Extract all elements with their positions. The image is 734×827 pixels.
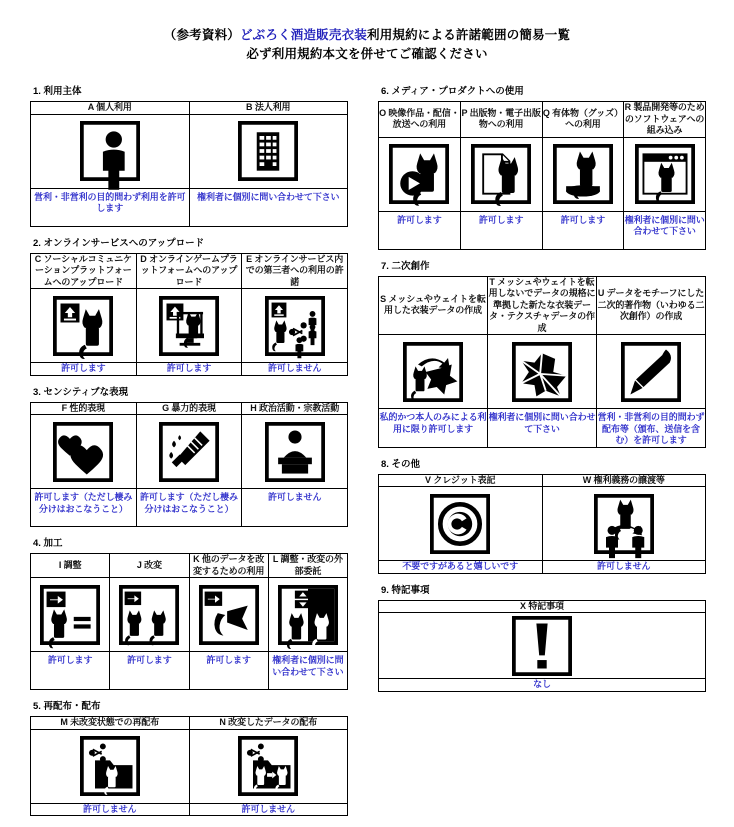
- pictogram-cell-q: [542, 137, 624, 211]
- column-header-f: F 性的表現: [31, 402, 137, 415]
- arrow-cat-equal-icon: [31, 578, 109, 651]
- section-6: [378, 86, 706, 250]
- pictogram-cell-c: [31, 289, 137, 363]
- pictogram-cell-w: [542, 487, 706, 561]
- title-line-1: [0, 26, 734, 45]
- arrow-cat-other-icon: [190, 578, 268, 651]
- table-header-row: [379, 276, 706, 335]
- cat-reuse-mesh-icon: [379, 335, 487, 408]
- pictogram-cell-e: [242, 289, 348, 363]
- table-pictogram-row: [31, 114, 348, 188]
- permission-table: [30, 101, 348, 227]
- upload-cat-icon: [31, 289, 136, 362]
- section-2: [30, 238, 348, 376]
- column-header-b: B 法人利用: [189, 102, 348, 115]
- permission-cell-d: 許可します: [136, 363, 242, 376]
- permission-table: [378, 101, 706, 250]
- permission-cell-n: 許可しません: [189, 803, 348, 816]
- pictogram-cell-g: [136, 415, 242, 489]
- upload-monitor-cat-icon: [137, 289, 242, 362]
- column-header-m: M 未改変状態での再配布: [31, 717, 190, 730]
- pictogram-cell-n: [189, 729, 348, 803]
- right-column: [378, 86, 706, 703]
- section-5: [30, 701, 348, 816]
- permission-table: [378, 276, 706, 448]
- permission-cell-c: 許可します: [31, 363, 137, 376]
- column-header-x: X 特記事項: [379, 600, 706, 613]
- section-heading: 1. 利用主体: [33, 86, 82, 97]
- table-permission-row: [379, 679, 706, 692]
- pictogram-cell-p: [460, 137, 542, 211]
- column-header-p: P 出版物・電子出版物への利用: [460, 102, 542, 138]
- table-permission-row: [379, 409, 706, 448]
- share-cat-people-icon: [242, 289, 347, 362]
- table-pictogram-row: [31, 289, 348, 363]
- column-header-t: T メッシュやウェイトを転用しないでデータの規格に準拠した新たな衣装データ・テクスチャデータの作成: [488, 276, 596, 333]
- pictogram-cell-j: [110, 578, 189, 652]
- permission-cell-q: 許可します: [542, 211, 624, 249]
- column-header-w: W 権利義務の譲渡等: [542, 474, 706, 487]
- permission-table: [30, 716, 348, 816]
- window-cat-icon: [624, 138, 705, 211]
- column-header-k: K 他のデータを改変するための利用: [189, 554, 268, 578]
- table-pictogram-row: [379, 137, 706, 211]
- column-header-d: D オンラインゲームプラットフォームへのアップロード: [136, 253, 242, 289]
- permission-cell-h: 許可しません: [242, 489, 348, 527]
- section-heading: 7. 二次創作: [381, 260, 430, 272]
- table-permission-row: [31, 803, 348, 816]
- permission-table: [378, 600, 706, 692]
- column-header-l: L 調整・改変の外部委託: [268, 554, 347, 578]
- pictogram-cell-l: [268, 578, 347, 652]
- person-icon: [31, 115, 189, 188]
- column-header-j: J 改変: [110, 554, 189, 578]
- section-heading: 5. 再配布・配布: [33, 701, 101, 712]
- exclamation-icon: [379, 613, 705, 678]
- section-7: [378, 261, 706, 448]
- column-header-i: I 調整: [31, 554, 110, 578]
- permission-cell-x: なし: [379, 679, 706, 692]
- table-pictogram-row: [379, 487, 706, 561]
- table-permission-row: [31, 652, 348, 690]
- pictogram-cell-s: [379, 335, 488, 409]
- pictogram-cell-x: [379, 613, 706, 679]
- section-8: [378, 459, 706, 574]
- pictogram-cell-f: [31, 415, 137, 489]
- page-title: [0, 26, 734, 64]
- permission-cell-r: 権利者に個別に問い合わせて下さい: [624, 211, 706, 249]
- table-pictogram-row: [379, 613, 706, 679]
- permission-cell-o: 許可します: [379, 211, 461, 249]
- permission-cell-p: 許可します: [460, 211, 542, 249]
- column-header-r: R 製品開発等のためのソフトウェアへの組み込み: [624, 102, 705, 135]
- table-header-row: [379, 600, 706, 613]
- table-pictogram-row: [31, 578, 348, 652]
- pictogram-cell-o: [379, 137, 461, 211]
- section-heading: 6. メディア・プロダクトへの使用: [381, 86, 524, 97]
- column-header-g: G 暴力的表現: [136, 402, 242, 415]
- podium-speaker-icon: [242, 415, 347, 488]
- pictogram-cell-d: [136, 289, 242, 363]
- column-header-c: C ソーシャルコミュニケーションプラットフォームへのアップロード: [31, 253, 137, 289]
- pictogram-cell-v: [379, 487, 543, 561]
- title-suffix: 利用規約による許諾範囲の簡易一覧: [367, 28, 571, 42]
- table-pictogram-row: [379, 335, 706, 409]
- knife-blood-icon: [137, 415, 242, 488]
- building-icon: [190, 115, 348, 188]
- section-3: [30, 387, 348, 528]
- section-1: [30, 86, 348, 227]
- column-header-o: O 映像作品・配信・放送への利用: [379, 102, 461, 138]
- pictogram-cell-a: [31, 114, 190, 188]
- column-header-a: A 個人利用: [31, 102, 190, 115]
- pictogram-cell-b: [189, 114, 348, 188]
- section-4: [30, 538, 348, 690]
- permission-cell-t: 権利者に個別に問い合わせて下さい: [488, 409, 597, 448]
- transfer-cat-icon: [543, 487, 706, 560]
- pictogram-cell-h: [242, 415, 348, 489]
- arrow-cat-cat-icon: [110, 578, 188, 651]
- column-header-s: S メッシュやウェイトを転用した衣装データの作成: [379, 276, 488, 335]
- left-column: [30, 86, 348, 827]
- table-permission-row: [379, 211, 706, 249]
- table-header-row: [31, 717, 348, 730]
- permission-cell-e: 許可しません: [242, 363, 348, 376]
- column-header-q: Q 有体物（グッズ）への利用: [542, 102, 624, 138]
- section-heading: 4. 加工: [33, 538, 63, 549]
- pictogram-cell-t: [488, 335, 597, 409]
- pictogram-cell-k: [189, 578, 268, 652]
- column-header-u: U データをモチーフにした二次的著作物（いわゆる二次創作）の作成: [597, 276, 706, 335]
- share-folder-modified-cat-icon: [190, 730, 348, 803]
- permission-cell-v: 不要ですがあると嬉しいです: [379, 561, 543, 574]
- pictogram-cell-r: [624, 137, 706, 211]
- table-header-row: [31, 253, 348, 289]
- column-header-v: V クレジット表記: [379, 474, 543, 487]
- permission-cell-k: 許可します: [189, 652, 268, 690]
- section-heading: 3. センシティブな表現: [33, 386, 129, 398]
- permission-table: [30, 253, 348, 376]
- column-header-e: E オンラインサービス内での第三者への利用の許諾: [242, 253, 348, 289]
- hearts-icon: [31, 415, 136, 488]
- table-header-row: [31, 402, 348, 415]
- title-highlight: どぶろく酒造販売衣装: [239, 28, 367, 42]
- permission-cell-g: 許可します（ただし棲み分けはおこなうこと）: [136, 489, 242, 527]
- share-folder-cat-icon: [31, 730, 189, 803]
- pictogram-cell-u: [597, 335, 706, 409]
- column-header-h: H 政治活動・宗教活動: [242, 402, 348, 415]
- section-9: [378, 585, 706, 692]
- permission-cell-b: 権利者に個別に問い合わせて下さい: [189, 188, 348, 226]
- brush-icon: [597, 335, 705, 408]
- pictogram-cell-m: [31, 729, 190, 803]
- column-header-n: N 改変したデータの配布: [189, 717, 348, 730]
- pictogram-cell-i: [31, 578, 110, 652]
- permission-cell-a: 営利・非営利の目的問わず利用を許可します: [31, 188, 190, 226]
- table-header-row: [379, 102, 706, 138]
- permission-cell-m: 許可しません: [31, 803, 190, 816]
- section-heading: 2. オンラインサービスへのアップロード: [33, 237, 205, 249]
- table-header-row: [31, 554, 348, 578]
- table-permission-row: [31, 363, 348, 376]
- table-pictogram-row: [31, 415, 348, 489]
- permission-cell-s: 私的かつ本人のみによる利用に限り許可します: [379, 409, 488, 448]
- table-header-row: [379, 474, 706, 487]
- table-header-row: [31, 102, 348, 115]
- title-line-2: 必ず利用規約本文を併せてご確認ください: [246, 47, 488, 61]
- permission-table: [378, 474, 706, 574]
- table-permission-row: [31, 188, 348, 226]
- section-heading: 9. 特記事項: [381, 584, 430, 596]
- permission-cell-u: 営利・非営利の目的問わず配布等（頒布、送信を含む）を許可します: [597, 409, 706, 448]
- permission-cell-l: 権利者に個別に問い合わせて下さい: [268, 652, 347, 690]
- permission-cell-i: 許可します: [31, 652, 110, 690]
- title-prefix: （参考資料）: [163, 28, 240, 42]
- table-permission-row: [31, 489, 348, 527]
- copyright-icon: [379, 487, 542, 560]
- permission-table: [30, 553, 348, 690]
- section-heading: 8. その他: [381, 458, 421, 470]
- permission-cell-j: 許可します: [110, 652, 189, 690]
- permission-cell-w: 許可しません: [542, 561, 706, 574]
- permission-table: [30, 402, 348, 528]
- outsource-cat-icon: [269, 578, 347, 651]
- new-mesh-icon: [488, 335, 596, 408]
- document-cat-icon: [461, 138, 542, 211]
- permission-cell-f: 許可します（ただし棲み分けはおこなうこと）: [31, 489, 137, 527]
- table-permission-row: [379, 561, 706, 574]
- table-pictogram-row: [31, 729, 348, 803]
- figure-cat-icon: [543, 138, 624, 211]
- play-cat-icon: [379, 138, 460, 211]
